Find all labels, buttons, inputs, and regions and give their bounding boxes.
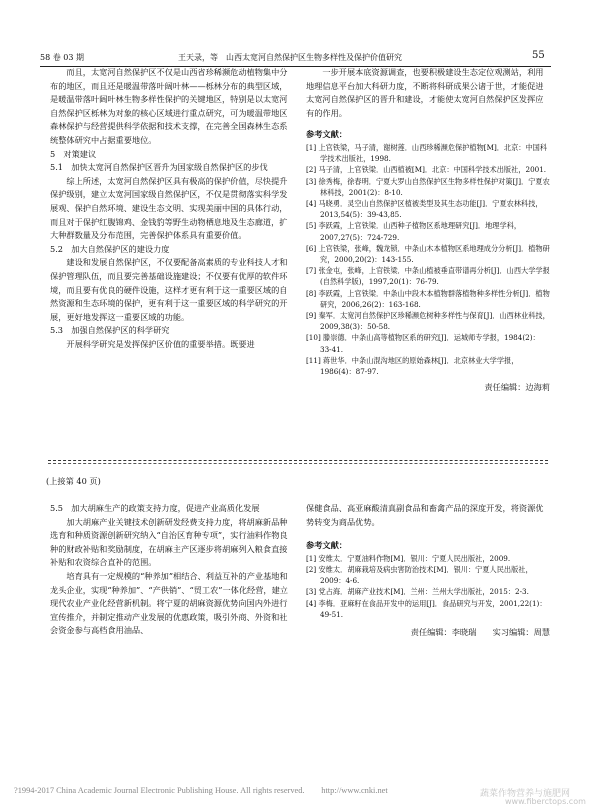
lower-left-column [50, 502, 294, 638]
watermark-url: www.fiberctops.com [505, 797, 586, 806]
upper-right-column [306, 66, 550, 395]
section-heading: 5 对策建议 [50, 148, 97, 159]
watermark-text: 蔬菜作物营养与施肥网 [480, 789, 571, 799]
reference-item: [2] 安维太．胡麻栽培及病虫害防治技术[M]．银川：宁夏人民出版社，2009：4-6. [306, 564, 533, 586]
reference-item: [10] 滕崇德．中条山高等植物区系的研究[J]．运城师专学报，1984(2)：33-41. [306, 333, 540, 354]
reference-item: [6] 上官铁梁，张峰，魏龙锁．中条山木本植物区系地理成分分析[J]．植物研究，2000,20(2)：143-155. [306, 243, 550, 264]
reference-list [306, 553, 550, 620]
responsible-editor: 责任编辑：李晓瑞 实习编辑：周慧 [410, 627, 550, 637]
responsible-editor: 责任编辑：边海莉 [484, 382, 550, 393]
page-number: 55 [532, 50, 545, 61]
reference-item: [4] 马晓勇．灵空山自然保护区植被类型及其生态功能[J]．宁夏农林科技，2013,54(5)：39-43,85. [306, 198, 543, 220]
running-title: 王天录，等 山西太宽河自然保护区生物多样性及保护价值研究 [178, 53, 402, 62]
references-heading: 参考文献： [306, 540, 347, 551]
section-heading: 5.1 加快太宽河自然保护区晋升为国家级自然保护区的步伐 [50, 162, 268, 173]
body-paragraph: 开展科学研究是发挥保护区价值的重要举措。既要进 [66, 338, 255, 349]
body-paragraph: 建设和发展自然保护区，不仅要配备高素质的专业科技人才和保护管理队伍，而且要完善基础设施建设；不仅要有优厚的软件环境，而且要有优良的硬件设施，这样才更有利于这一重要区域的自然资源和生态环境的保护，更有利于这一重要区域的科学研究的开展，更好地发挥这一重要区域的功能。 [50, 257, 288, 322]
reference-item: [9] 秦军．太宽河自然保护区珍稀濒危树种多样性与保育[J]．山西林业科技，2009,38(3)：50-58. [306, 311, 550, 332]
reference-item: [2] 马子清，上官铁梁．山西植被[M]．北京：中国科学技术出版社，2001. [306, 165, 547, 175]
section-heading: 5.2 加大自然保护区的建设力度 [50, 243, 170, 254]
body-paragraph: 培育具有一定规模的“种养加”相结合、利益互补的产业基地和龙头企业，实现“种养加”、“产供销”、“贸工农”一体化经营，建立现代农业产业化经营新机制。将宁夏的胡麻资源优势向国内外进行宣传推介，并制定推动产业发展的优惠政策，吸引外商、外资和社会资金参与高档食用油品、 [50, 570, 288, 636]
section-heading: 5.5 加大胡麻生产的政策支持力度，促进产业高质化发展 [50, 503, 260, 513]
reference-item: [1] 安维太．宁夏油料作物[M]．银川：宁夏人民出版社，2009. [306, 553, 511, 563]
section-heading: 5.3 加强自然保护区的科学研究 [50, 325, 170, 336]
section-divider-secondary [48, 463, 548, 464]
copyright-footer: ?1994-2017 China Academic Journal Electronic Publishing House. All rights reserved. http://www.cnki.net [14, 786, 388, 795]
continuation-label: (上接第 40 页) [46, 476, 101, 486]
body-paragraph: 加大胡麻产业关键技术创新研发经费支持力度，将胡麻新品种选育和种质资源创新研究纳入“自治区育种专项”，实行油料作物良种的财政补贴和奖励制度，在胡麻主产区逐步将胡麻列入粮食直接补贴和农资综合直补的范围。 [50, 516, 288, 568]
lower-right-column [306, 502, 550, 640]
reference-item: [1] 上官铁梁，马子清，谢树莲．山西珍稀濒危保护植物[M]．北京：中国科学技术出版社，1998. [306, 142, 548, 164]
reference-item: [4] 李梅．亚麻籽在食品开发中的运用[J]．食品研究与开发，2001,22(1)：49-51. [306, 598, 547, 619]
section-divider [48, 460, 548, 461]
reference-item: [5] 李跃霞，上官铁梁．山西种子植物区系地理研究[J]．地理学科，2007,27(5)：724-729. [306, 221, 522, 242]
body-paragraph: 而且，太宽河自然保护区不仅是山西省珍稀濒危动植物集中分布的地区，而且还是暖温带落叶阔叶林——栎林分布的典型区域，是暖温带落叶阔叶林生物多样性保护的关键地区，特别是以太宽河自然保护区栎林为对象的核心区域进行重点研究，可为暖温带地区森林保护与经营提供科学依据和技术支撑，在完善全国森林生态系统整体研究中占据重要地位。 [50, 67, 288, 145]
reference-item: [8] 李跃霞，上官铁梁．中条山中段木本植物群落植物种多样性分析[J]．植物研究，2006,26(2)：163-168. [306, 288, 550, 309]
reference-list [306, 142, 550, 377]
body-paragraph: 综上所述，太宽河自然保护区具有极高的保护价值，尽快提升保护级别，建立太宽河国家级自然保护区，不仅是贯彻落实科学发展观、保护自然环境、建设生态文明、实现美丽中国的具体行动，而且对于保护红腹锦鸡、金钱豹等野生动物栖息地及生态廊道，扩大种群数量及分布范围，完善保护体系具有重要价值。 [50, 175, 288, 241]
reference-item: [11] 蒋世华．中条山混沟地区的原始森林[J]．北京林业大学学报，1986(4)：87-97. [306, 355, 519, 377]
body-paragraph: 保健食品、高亚麻酸清真副食品和畜禽产品的深度开发，将资源优势转变为商品优势。 [306, 503, 544, 527]
reference-item: [3] 徐秀梅，徐春明．宁夏大罗山自然保护区生物多样性保护对策[J]．宁夏农林科技，2001(2)：8-10. [306, 176, 550, 197]
reference-item: [7] 张金屯，张峰，上官铁梁．中条山植被垂直带谱再分析[J]．山西大学学报(自然科学版)，1997,20(1)：76-79. [306, 266, 550, 287]
reference-item: [3] 党占海．胡麻产业技术[M]．兰州：兰州大学出版社，2015：2-3. [306, 587, 529, 597]
body-paragraph: 一步开展本底资源调查，也要积极建设生态定位观测站，利用地理信息平台加大科研力度，不断将科研成果公诸于世，才能促进太宽河自然保护区的晋升和建设，才能使太宽河自然保护区发挥应有的作用。 [306, 67, 544, 118]
references-heading: 参考文献： [306, 129, 347, 140]
upper-left-column [50, 66, 294, 351]
journal-volume-issue: 58 卷 03 期 [40, 53, 84, 62]
